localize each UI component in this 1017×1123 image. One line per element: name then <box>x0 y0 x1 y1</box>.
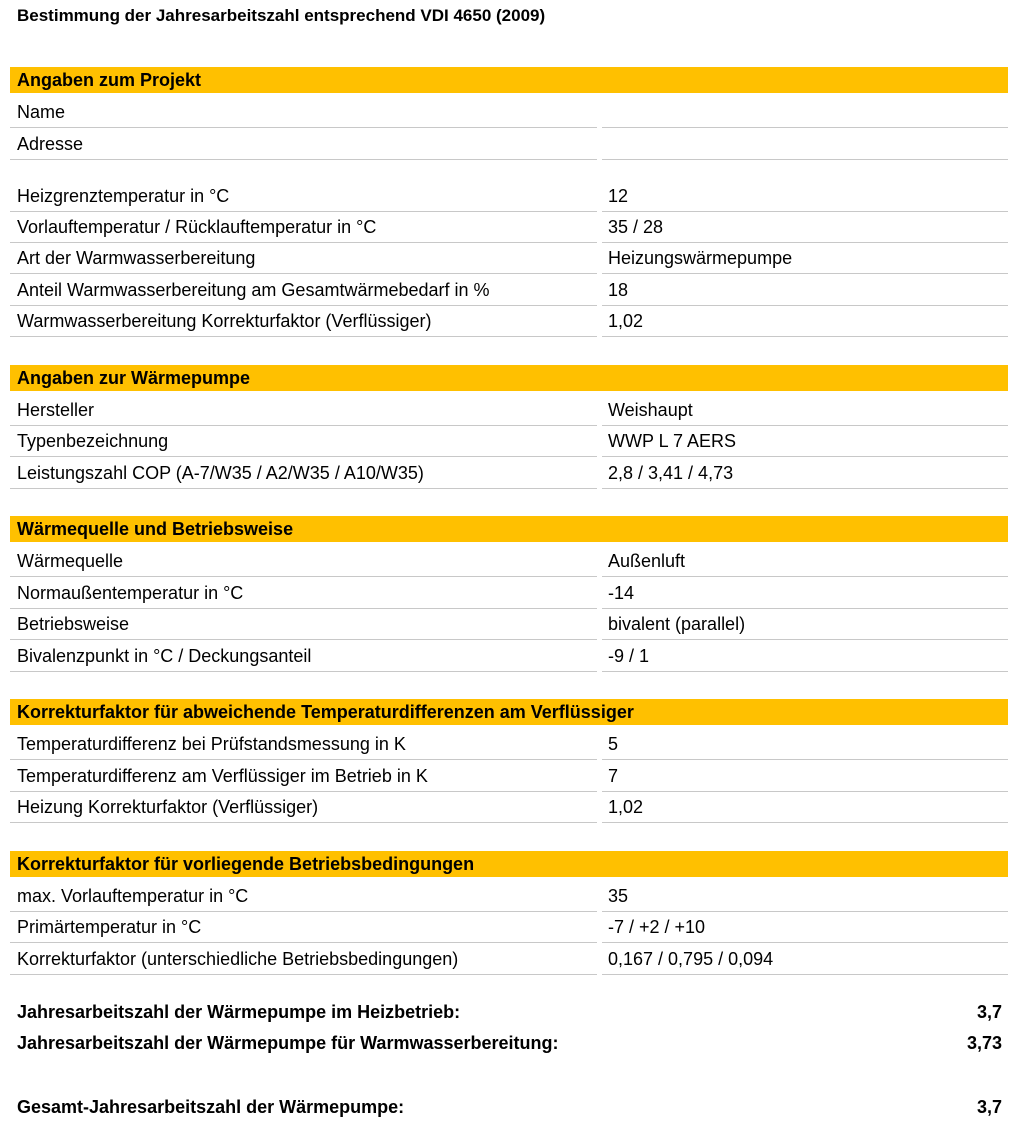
label-max-vorlauftemperatur: max. Vorlauftemperatur in °C <box>10 881 597 912</box>
section-header-waermequelle: Wärmequelle und Betriebsweise <box>10 516 1008 542</box>
label-temperaturdifferenz-pruefstand: Temperaturdifferenz bei Prüfstandsmessung in K <box>10 729 597 760</box>
value-hersteller: Weishaupt <box>602 395 1008 426</box>
label-waermequelle: Wärmequelle <box>10 546 597 577</box>
document-title: Bestimmung der Jahresarbeitszahl entsprechend VDI 4650 (2009) <box>17 6 546 25</box>
value-temperaturdifferenz-pruefstand: 5 <box>602 729 1008 760</box>
label-korrekturfaktor-betriebsbedingungen: Korrekturfaktor (unterschiedliche Betriebsbedingungen) <box>10 944 597 975</box>
label-adresse: Adresse <box>10 129 597 160</box>
result-value: 3,7 <box>976 1097 1002 1117</box>
label-warmwasserbereitung-art: Art der Warmwasserbereitung <box>10 243 597 274</box>
result-label: Jahresarbeitszahl der Wärmepumpe im Heizbetrieb: <box>17 1002 461 1022</box>
label-normaussentemperatur: Normaußentemperatur in °C <box>10 578 597 609</box>
result-jaz-warmwasser <box>17 1030 1002 1056</box>
result-value: 3,73 <box>966 1033 1002 1053</box>
result-jaz-heizbetrieb <box>17 999 1002 1025</box>
label-betriebsweise: Betriebsweise <box>10 609 597 640</box>
section-header-temperaturdifferenz: Korrekturfaktor für abweichende Temperaturdifferenzen am Verflüssiger <box>10 699 1008 725</box>
label-vorlauf-ruecklauf: Vorlauftemperatur / Rücklauftemperatur in °C <box>10 212 597 243</box>
label-warmwasser-anteil: Anteil Warmwasserbereitung am Gesamtwärmebedarf in % <box>10 275 597 306</box>
value-waermequelle: Außenluft <box>602 546 1008 577</box>
label-name: Name <box>10 97 597 128</box>
result-jaz-gesamt <box>17 1094 1002 1120</box>
label-bivalenzpunkt: Bivalenzpunkt in °C / Deckungsanteil <box>10 641 597 672</box>
value-temperaturdifferenz-betrieb: 7 <box>602 761 1008 792</box>
value-vorlauf-ruecklauf: 35 / 28 <box>602 212 1008 243</box>
value-korrekturfaktor-betriebsbedingungen: 0,167 / 0,795 / 0,094 <box>602 944 1008 975</box>
value-normaussentemperatur: -14 <box>602 578 1008 609</box>
section-header-waermepumpe: Angaben zur Wärmepumpe <box>10 365 1008 391</box>
value-max-vorlauftemperatur: 35 <box>602 881 1008 912</box>
label-heizgrenztemperatur: Heizgrenztemperatur in °C <box>10 181 597 212</box>
value-heizung-korrekturfaktor: 1,02 <box>602 792 1008 823</box>
value-warmwasser-anteil: 18 <box>602 275 1008 306</box>
value-name <box>602 97 1008 128</box>
result-label: Jahresarbeitszahl der Wärmepumpe für Warmwasserbereitung: <box>17 1033 559 1053</box>
value-adresse <box>602 129 1008 160</box>
label-typenbezeichnung: Typenbezeichnung <box>10 426 597 457</box>
result-value: 3,7 <box>976 1002 1002 1022</box>
value-primaertemperatur: -7 / +2 / +10 <box>602 912 1008 943</box>
result-label: Gesamt-Jahresarbeitszahl der Wärmepumpe: <box>17 1097 405 1117</box>
value-warmwasser-korrekturfaktor: 1,02 <box>602 306 1008 337</box>
label-warmwasser-korrekturfaktor: Warmwasserbereitung Korrekturfaktor (Verflüssiger) <box>10 306 597 337</box>
label-temperaturdifferenz-betrieb: Temperaturdifferenz am Verflüssiger im Betrieb in K <box>10 761 597 792</box>
value-leistungszahl-cop: 2,8 / 3,41 / 4,73 <box>602 458 1008 489</box>
label-leistungszahl-cop: Leistungszahl COP (A-7/W35 / A2/W35 / A10/W35) <box>10 458 597 489</box>
value-heizgrenztemperatur: 12 <box>602 181 1008 212</box>
value-bivalenzpunkt: -9 / 1 <box>602 641 1008 672</box>
label-hersteller: Hersteller <box>10 395 597 426</box>
value-typenbezeichnung: WWP L 7 AERS <box>602 426 1008 457</box>
section-header-betriebsbedingungen: Korrekturfaktor für vorliegende Betriebsbedingungen <box>10 851 1008 877</box>
section-header-projekt: Angaben zum Projekt <box>10 67 1008 93</box>
value-betriebsweise: bivalent (parallel) <box>602 609 1008 640</box>
label-heizung-korrekturfaktor: Heizung Korrekturfaktor (Verflüssiger) <box>10 792 597 823</box>
value-warmwasserbereitung-art: Heizungswärmepumpe <box>602 243 1008 274</box>
label-primaertemperatur: Primärtemperatur in °C <box>10 912 597 943</box>
